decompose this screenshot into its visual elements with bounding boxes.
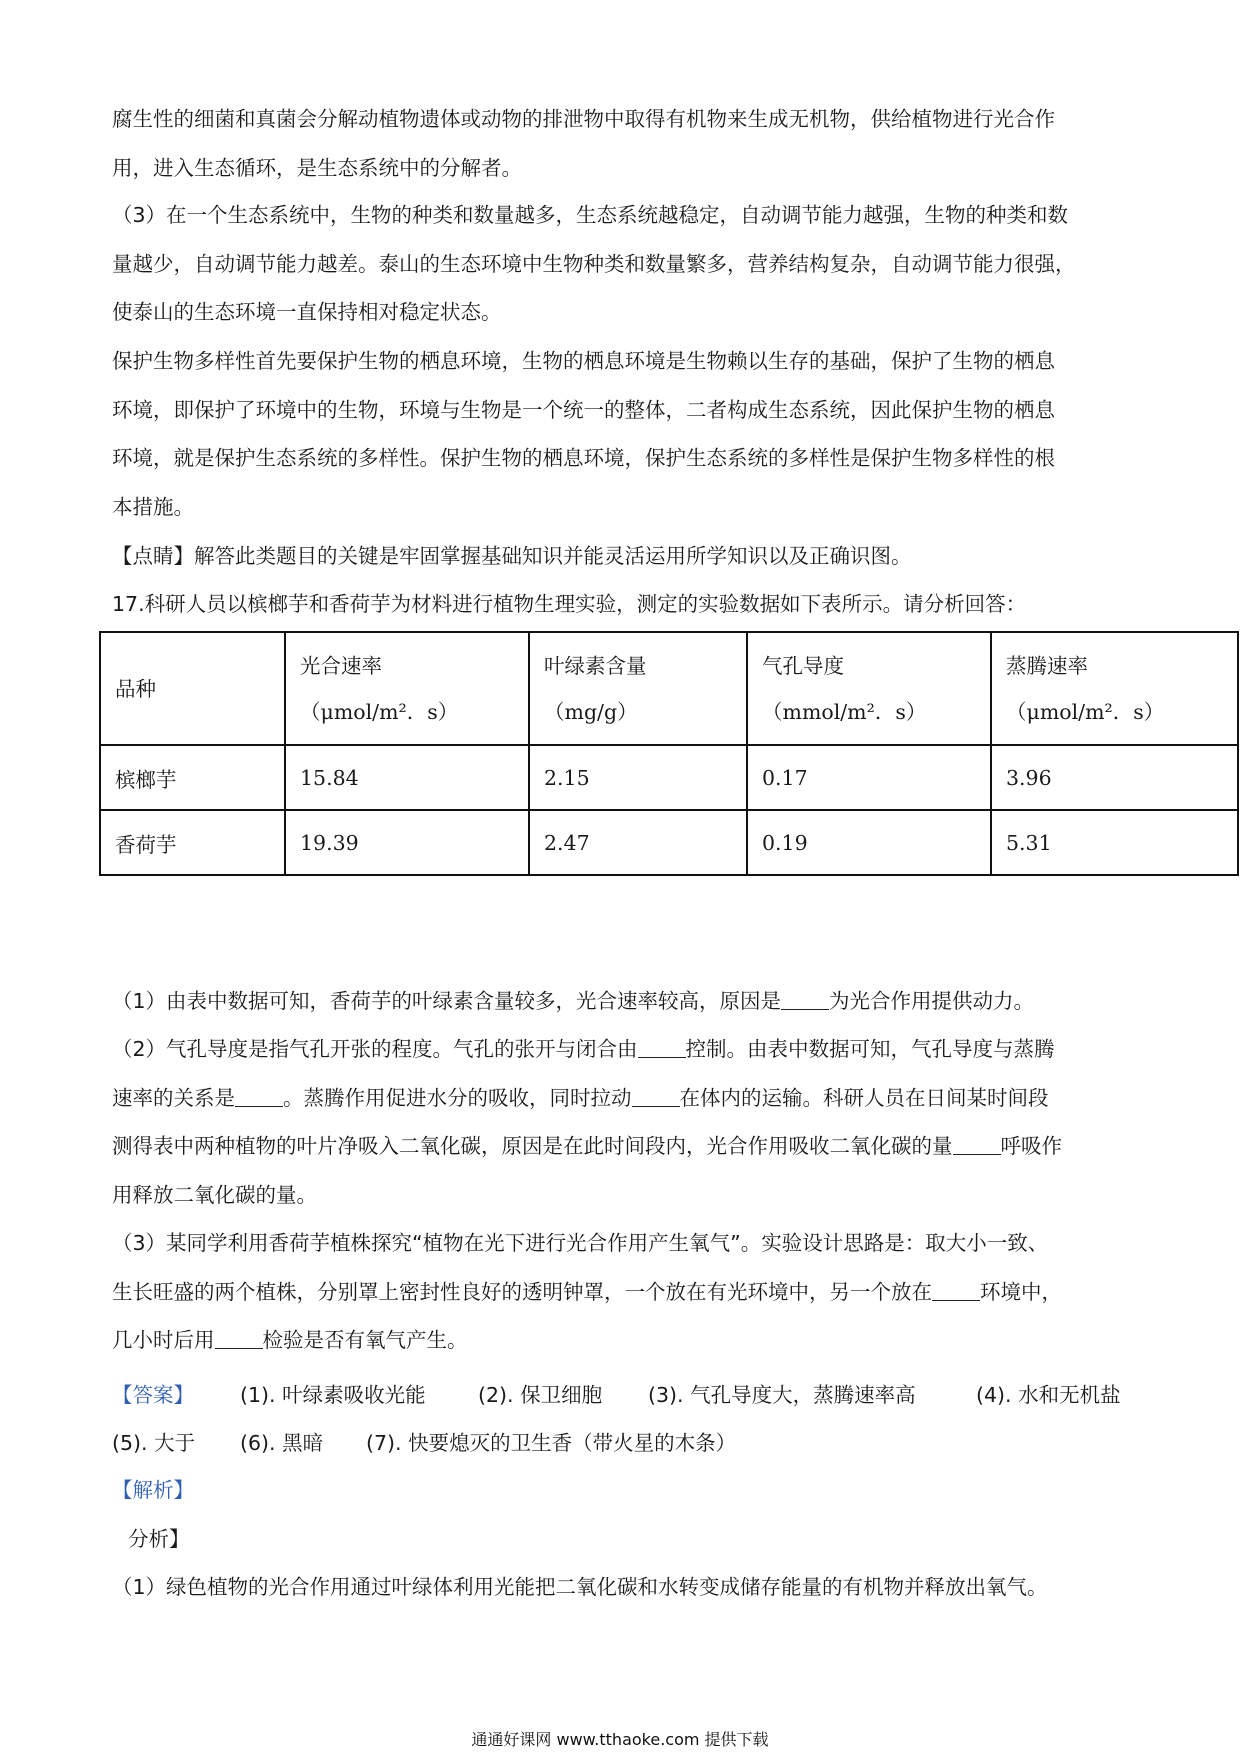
question-text: 。蒸腾作用促进水分的吸收，同时拉动: [283, 1085, 632, 1110]
table-cell: 槟榔芋: [100, 745, 285, 810]
text-line: 腐生性的细菌和真菌会分解动植物遗体或动物的排泄物中取得有机物来生成无机物，供给植物进行光合作: [112, 107, 1055, 131]
sub-question-3: [112, 1219, 1126, 1365]
answer-blank: [235, 1088, 283, 1107]
question-text: 速率的关系是: [112, 1085, 235, 1110]
table-row: [100, 745, 1238, 810]
header-cell-stomatal-conductance: 气孔导度 （mmol/m²．s）: [747, 632, 991, 745]
answer-label: 【答案】: [112, 1383, 194, 1407]
question-text: 呼吸作: [1000, 1134, 1062, 1158]
section-3-paragraph: [112, 191, 1126, 337]
text-line: 保护生物多样性首先要保护生物的栖息环境，生物的栖息环境是生物赖以生存的基础，保护了生物的栖息: [112, 349, 1055, 373]
text-line: （3）某同学利用香荷芋植株探究“植物在光下进行光合作用产生氧气”。实验设计思路是：取大小一致、: [112, 1231, 1049, 1255]
answer-blank: [215, 1330, 263, 1349]
answer-item: (6). 黑暗: [240, 1431, 324, 1455]
text-line: 量越少，自动调节能力越差。泰山的生态环境中生物种类和数量繁多，营养结构复杂，自动调节能力很强，: [112, 251, 1076, 276]
question-text: （2）气孔导度是指气孔开张的程度。气孔的张开与闭合由: [112, 1037, 638, 1061]
sub-question-1: [112, 977, 1126, 1026]
answer-item: (4). 水和无机盐: [976, 1383, 1121, 1407]
table-row: [100, 810, 1238, 875]
question-text: 为光合作用提供动力。: [829, 989, 1035, 1013]
analysis-subheading: 分析】: [128, 1526, 190, 1551]
answer-item: (7). 快要熄灭的卫生香（带火星的木条）: [366, 1431, 737, 1455]
intro-paragraph: [112, 95, 1126, 192]
text-line: （3）在一个生态系统中，生物的种类和数量越多，生态系统越稳定，自动调节能力越强，生物的种类和数: [112, 203, 1069, 227]
question-17-stem: [112, 580, 1126, 629]
text-line: （1）绿色植物的光合作用通过叶绿体利用光能把二氧化碳和水转变成储存能量的有机物并释放出氧气。: [112, 1575, 1048, 1599]
question-text: 17.科研人员以槟榔芋和香荷芋为材料进行植物生理实验，测定的实验数据如下表所示。请分析回答：: [112, 592, 1027, 616]
table-header-row: [100, 632, 1238, 745]
table-cell: 0.19: [747, 810, 991, 875]
answer-blank: [953, 1136, 1001, 1155]
question-text: 检验是否有氧气产生。: [262, 1328, 468, 1352]
text-line: 环境，即保护了环境中的生物，环境与生物是一个统一的整体，二者构成生态系统，因此保护生物的栖息: [112, 397, 1055, 422]
answer-blank: [932, 1282, 980, 1301]
analysis-label: 【解析】: [112, 1478, 194, 1502]
question-text: 生长旺盛的两个植株，分别罩上密封性良好的透明钟罩，一个放在有光环境中，另一个放在: [112, 1279, 932, 1304]
tip-paragraph: [112, 532, 1126, 581]
biodiversity-paragraph: [112, 337, 1126, 531]
table-cell: 19.39: [285, 810, 529, 875]
answer-item: (2). 保卫细胞: [478, 1383, 603, 1407]
header-cell-photosynthesis-rate: 光合速率 （μmol/m²．s）: [285, 632, 529, 745]
table-cell: 5.31: [991, 810, 1238, 875]
text-line: 用释放二氧化碳的量。: [112, 1182, 317, 1207]
answer-item: (3). 气孔导度大，蒸腾速率高: [648, 1383, 916, 1407]
answer-blank: [638, 1039, 686, 1058]
answer-item: (5). 大于: [112, 1431, 196, 1455]
answer-item: (1). 叶绿素吸收光能: [240, 1383, 426, 1407]
question-text: 控制。由表中数据可知，气孔导度与蒸腾: [685, 1037, 1055, 1061]
text-line: 用，进入生态循环，是生态系统中的分解者。: [112, 155, 522, 180]
table-cell: 2.15: [529, 745, 747, 810]
text-line: 本措施。: [112, 494, 194, 519]
text-line: 使泰山的生态环境一直保持相对稳定状态。: [112, 300, 502, 324]
table-cell: 2.47: [529, 810, 747, 875]
table-cell: 15.84: [285, 745, 529, 810]
sub-question-2: [112, 1025, 1126, 1219]
header-cell-transpiration-rate: 蒸腾速率 （μmol/m²．s）: [991, 632, 1238, 745]
text-line: 环境，就是保护生态系统的多样性。保护生物的栖息环境，保护生态系统的多样性是保护生物多样性的根: [112, 446, 1055, 470]
table-cell: 3.96: [991, 745, 1238, 810]
question-text: 测得表中两种植物的叶片净吸入二氧化碳，原因是在此时间段内，光合作用吸收二氧化碳的量: [112, 1134, 953, 1158]
header-cell-chlorophyll: 叶绿素含量 （mg/g）: [529, 632, 747, 745]
question-text: 在体内的运输。科研人员在日间某时间段: [679, 1085, 1049, 1110]
question-text: 几小时后用: [112, 1328, 215, 1352]
question-text: 环境中，: [980, 1279, 1062, 1304]
table-cell: 香荷芋: [100, 810, 285, 875]
footer-credit: 通通好课网 www.tthaoke.com 提供下载: [471, 1730, 769, 1749]
answer-blank: [632, 1088, 680, 1107]
header-cell-variety: 品种: [100, 632, 285, 745]
question-text: （1）由表中数据可知，香荷芋的叶绿素含量较多，光合速率较高，原因是: [112, 989, 782, 1013]
experiment-data-table: [99, 631, 1239, 876]
tip-text: 【点睛】解答此类题目的关键是牢固掌握基础知识并能灵活运用所学知识以及正确识图。: [112, 544, 912, 568]
answer-blank: [781, 991, 829, 1010]
table-cell: 0.17: [747, 745, 991, 810]
analysis-block: [112, 1466, 1126, 1612]
